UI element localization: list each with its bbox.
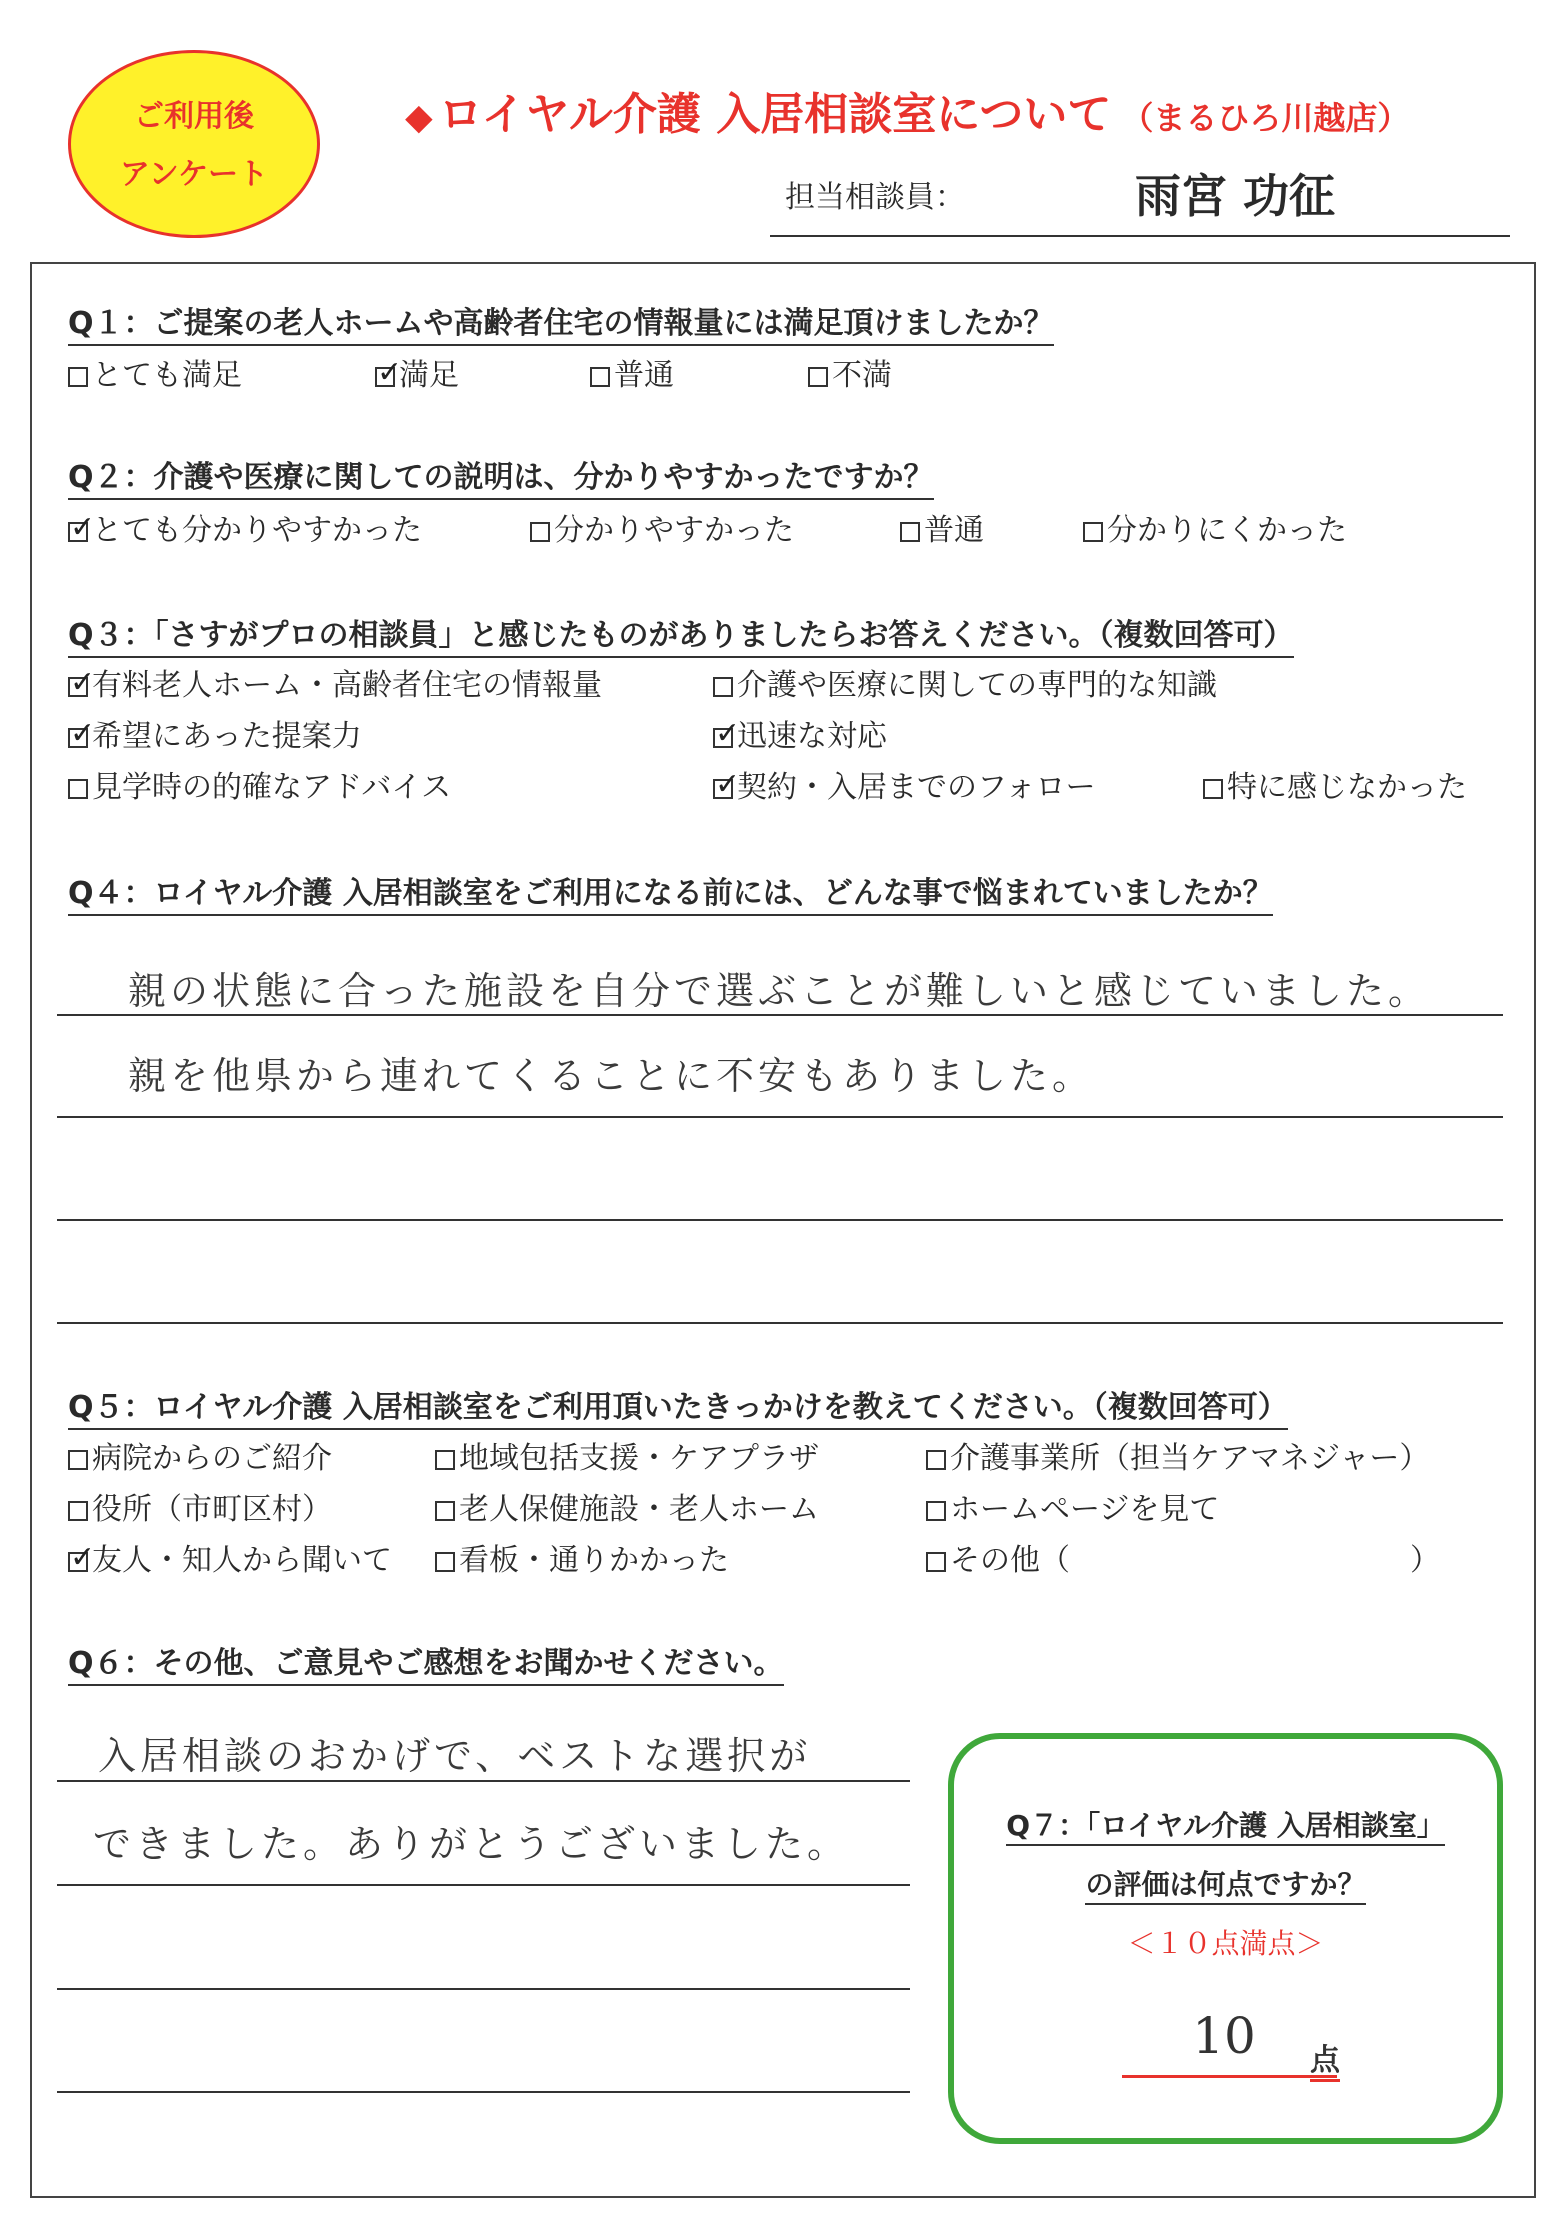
q2-option-3[interactable]: 普通 xyxy=(900,505,984,549)
q6-rule-2 xyxy=(57,1884,910,1886)
q5-option-7[interactable]: ✓友人・知人から聞いて xyxy=(68,1535,392,1579)
q5-checkbox-7[interactable] xyxy=(68,1552,88,1572)
q5-checkbox-9[interactable] xyxy=(926,1552,946,1572)
title-store: （まるひろ川越店） xyxy=(1121,99,1410,137)
q4-question: Q４：ロイヤル介護 入居相談室をご利用になる前には、どんな事で悩まれていましたか？ xyxy=(68,868,1273,916)
q2-option-1[interactable]: ✓とても分かりやすかった xyxy=(68,505,422,549)
diamond-icon: ◆ xyxy=(405,97,433,138)
q2-option-2[interactable]: 分かりやすかった xyxy=(530,505,794,549)
q7-score-underline xyxy=(1122,2075,1337,2078)
q1-checkbox-2[interactable] xyxy=(375,367,395,387)
q6-answer-line1: 入居相談のおかげで、ベストな選択が xyxy=(98,1734,812,1778)
q4-rule-3 xyxy=(57,1219,1503,1221)
consultant-label: 担当相談員： xyxy=(785,180,965,215)
q3-question: Q３：「さすがプロの相談員」と感じたものがありましたらお答えください。（複数回答可） xyxy=(68,610,1294,658)
q5-option-5[interactable]: 老人保健施設・老人ホーム xyxy=(435,1484,819,1528)
q3-checkbox-6[interactable] xyxy=(713,779,733,799)
survey-badge xyxy=(68,50,320,238)
q3-checkbox-4[interactable] xyxy=(713,728,733,748)
q5-checkbox-1[interactable] xyxy=(68,1450,88,1470)
q5-option-4[interactable]: 役所（市町区村） xyxy=(68,1484,332,1528)
q7-question-line2: の評価は何点ですか？ xyxy=(1085,1868,1365,1905)
q5-checkbox-2[interactable] xyxy=(435,1450,455,1470)
q3-option-3[interactable]: ✓希望にあった提案力 xyxy=(68,711,362,755)
q7-question-line1: Q７：「ロイヤル介護 入居相談室」 xyxy=(1006,1809,1444,1846)
q6-rule-4 xyxy=(57,2091,910,2093)
badge-line2: アンケート xyxy=(119,157,269,192)
q1-checkbox-1[interactable] xyxy=(68,367,88,387)
q1-option-2[interactable]: ✓ 満足 xyxy=(375,350,459,394)
q3-checkbox-7[interactable] xyxy=(1203,779,1223,799)
q2-checkbox-3[interactable] xyxy=(900,522,920,542)
q4-rule-2 xyxy=(57,1116,1503,1118)
q5-option-9[interactable]: その他（ xyxy=(926,1535,1070,1579)
q1-checkbox-4[interactable] xyxy=(808,367,828,387)
q4-answer-line1: 親の状態に合った施設を自分で選ぶことが難しいと感じていました。 xyxy=(128,969,1431,1013)
q2-checkbox-1[interactable] xyxy=(68,522,88,542)
q5-option-8[interactable]: 看板・通りかかった xyxy=(435,1535,729,1579)
q5-option-2[interactable]: 地域包括支援・ケアプラザ xyxy=(435,1433,819,1477)
q5-checkbox-8[interactable] xyxy=(435,1552,455,1572)
q3-option-7[interactable]: 特に感じなかった xyxy=(1203,762,1467,806)
q7-score: 10 xyxy=(1192,2007,1256,2065)
page-title xyxy=(405,78,1409,142)
q3-checkbox-1[interactable] xyxy=(68,677,88,697)
q1-checkbox-3[interactable] xyxy=(590,367,610,387)
q3-checkbox-3[interactable] xyxy=(68,728,88,748)
q7-scale: ＜１０点満点＞ xyxy=(1127,1927,1324,1960)
q3-checkbox-2[interactable] xyxy=(713,677,733,697)
q1-option-3[interactable]: 普通 xyxy=(590,350,674,394)
q1-option-4[interactable]: 不満 xyxy=(808,350,892,394)
q1-option-1[interactable]: とても満足 xyxy=(68,350,242,394)
q6-rule-3 xyxy=(57,1988,910,1990)
badge-line1: ご利用後 xyxy=(134,99,254,134)
q6-question: Q６：その他、ご意見やご感想をお聞かせください。 xyxy=(68,1638,784,1686)
q4-rule-1 xyxy=(57,1014,1503,1016)
consultant-name: 雨宮 功征 xyxy=(1135,169,1336,223)
q2-question: Q２：介護や医療に関しての説明は、分かりやすかったですか？ xyxy=(68,452,934,500)
q3-option-4[interactable]: ✓ 迅速な対応 xyxy=(713,711,887,755)
q5-option-3[interactable]: 介護事業所（担当ケアマネジャー） xyxy=(926,1433,1429,1477)
q5-option-6[interactable]: ホームページを見て xyxy=(926,1484,1219,1528)
q3-option-6[interactable]: ✓ 契約・入居までのフォロー xyxy=(713,762,1096,806)
q2-checkbox-4[interactable] xyxy=(1083,522,1103,542)
q5-checkbox-4[interactable] xyxy=(68,1501,88,1521)
q5-question: Q５：ロイヤル介護 入居相談室をご利用頂いたきっかけを教えてください。（複数回答可） xyxy=(68,1382,1288,1430)
q6-rule-1 xyxy=(57,1780,910,1782)
q5-other-close: ） xyxy=(1410,1543,1440,1578)
q5-checkbox-6[interactable] xyxy=(926,1501,946,1521)
q3-option-5[interactable]: 見学時の的確なアドバイス xyxy=(68,762,451,806)
q2-option-4[interactable]: 分かりにくかった xyxy=(1083,505,1347,549)
q4-rule-4 xyxy=(57,1322,1503,1324)
q2-checkbox-2[interactable] xyxy=(530,522,550,542)
title-text: ロイヤル介護 入居相談室について xyxy=(438,89,1112,140)
q5-checkbox-3[interactable] xyxy=(926,1450,946,1470)
q3-option-1[interactable]: ✓有料老人ホーム・高齢者住宅の情報量 xyxy=(68,660,602,704)
q1-question: Q１：ご提案の老人ホームや高齢者住宅の情報量には満足頂けましたか？ xyxy=(68,298,1054,346)
q6-answer-line2: できました。ありがとうございました。 xyxy=(93,1822,850,1866)
q5-checkbox-5[interactable] xyxy=(435,1501,455,1521)
q3-option-2[interactable]: 介護や医療に関しての専門的な知識 xyxy=(713,660,1217,704)
consultant-underline xyxy=(770,235,1510,237)
q3-checkbox-5[interactable] xyxy=(68,779,88,799)
q7-score-unit: 点 xyxy=(1310,2035,1340,2082)
q4-answer-line2: 親を他県から連れてくることに不安もありました。 xyxy=(128,1054,1095,1098)
q5-option-1[interactable]: 病院からのご紹介 xyxy=(68,1433,332,1477)
q7-score-box xyxy=(948,1733,1503,2144)
